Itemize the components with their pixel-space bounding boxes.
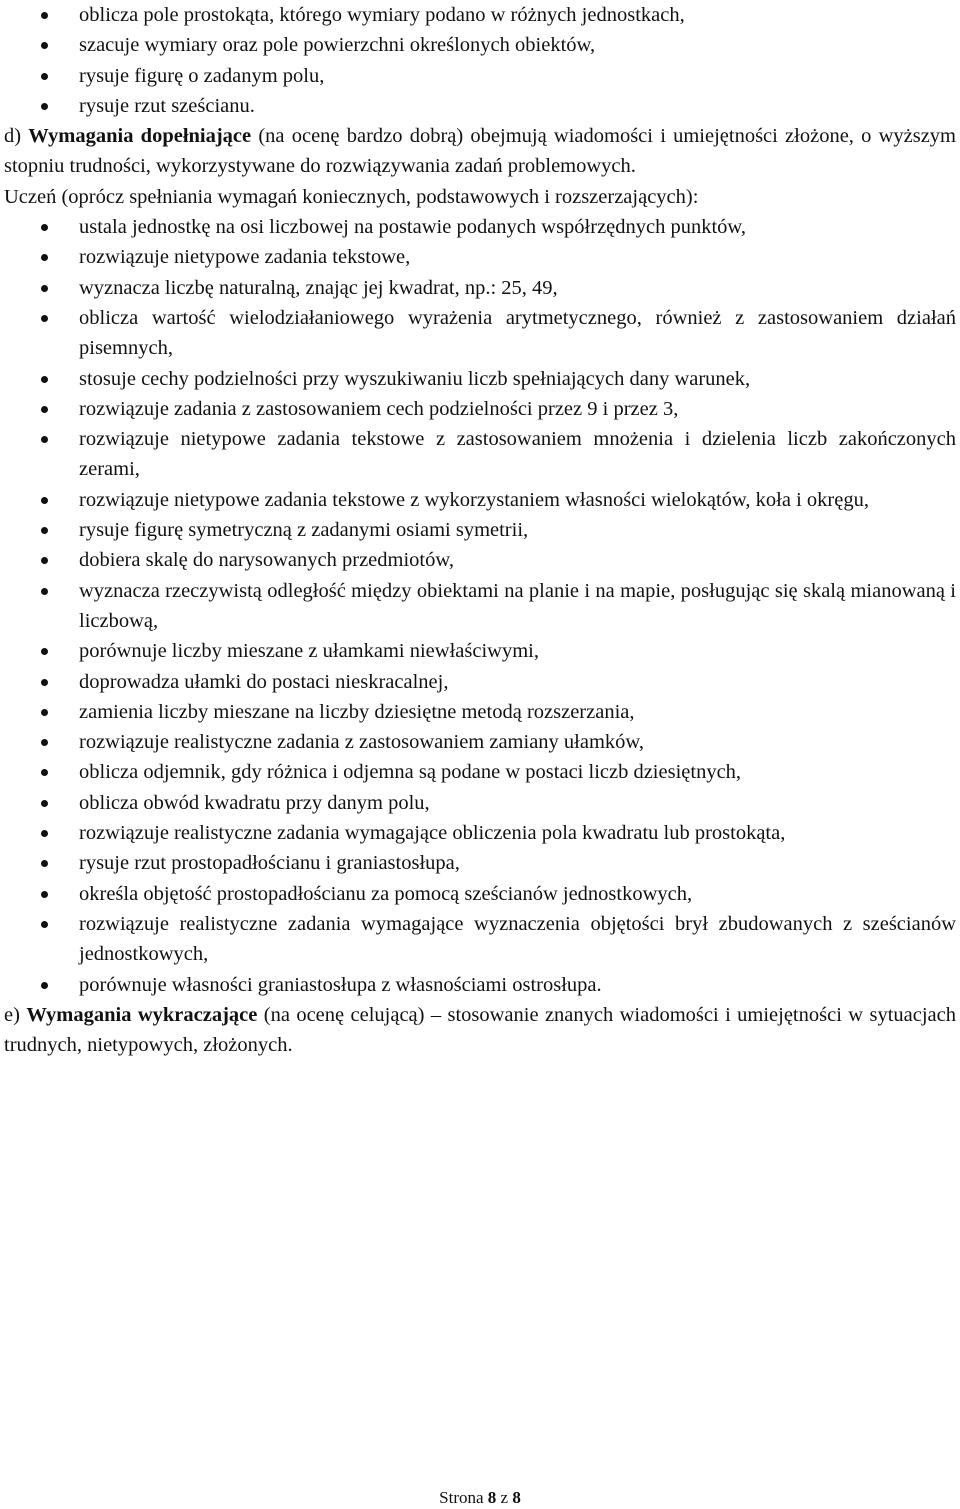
list-item: porównuje liczby mieszane z ułamkami niewłaściwymi,: [4, 636, 956, 666]
bullet-icon: [41, 982, 48, 989]
bullet-icon: [41, 285, 48, 292]
bullet-icon: [41, 315, 48, 322]
page-footer: Strona 8 z 8: [439, 1488, 521, 1507]
list-item: rozwiązuje realistyczne zadania z zastosowaniem zamiany ułamków,: [4, 727, 956, 757]
bullet-icon: [41, 648, 48, 655]
section-d-heading: d) Wymagania dopełniające (na ocenę bardzo dobrą) obejmują wiadomości i umiejętności złożone, o wyższym stopniu trudności, wykorzystywane do rozwiązywania zadań problemowych.: [4, 125, 957, 178]
list-item: rozwiązuje nietypowe zadania tekstowe z wykorzystaniem własności wielokątów, koła i okręgu,: [4, 485, 956, 515]
bullet-icon: [41, 376, 48, 383]
list-item: doprowadza ułamki do postaci nieskracalnej,: [4, 667, 956, 697]
section-d-intro: Uczeń (oprócz spełniania wymagań koniecznych, podstawowych i rozszerzających):: [4, 185, 699, 208]
list-item: rozwiązuje nietypowe zadania tekstowe z zastosowaniem mnożenia i dzielenia liczb zakończonych zerami,: [4, 424, 956, 485]
document-page: [4, 0, 956, 1060]
bullet-icon: [41, 557, 48, 564]
bullet-icon: [41, 497, 48, 504]
list-item: rozwiązuje realistyczne zadania wymagające wyznaczenia objętości brył zbudowanych z sześcianów jednostkowych,: [4, 909, 956, 970]
list-item: rozwiązuje nietypowe zadania tekstowe,: [4, 242, 956, 272]
list-item: stosuje cechy podzielności przy wyszukiwaniu liczb spełniających dany warunek,: [4, 364, 956, 394]
bullet-icon: [41, 800, 48, 807]
list-item: oblicza pole prostokąta, którego wymiary podano w różnych jednostkach,: [4, 0, 956, 30]
bullet-icon: [41, 254, 48, 261]
list-item: oblicza odjemnik, gdy różnica i odjemna są podane w postaci liczb dziesiętnych,: [4, 757, 956, 787]
list-item: rozwiązuje zadania z zastosowaniem cech podzielności przez 9 i przez 3,: [4, 394, 956, 424]
top-bullet-list: [4, 0, 956, 121]
section-e-title: Wymagania wykraczające: [26, 1003, 258, 1026]
bullet-icon: [41, 769, 48, 776]
list-item: zamienia liczby mieszane na liczby dziesiętne metodą rozszerzania,: [4, 697, 956, 727]
bullet-icon: [41, 830, 48, 837]
list-item: rysuje figurę symetryczną z zadanymi osiami symetrii,: [4, 515, 956, 545]
list-item: porównuje własności graniastosłupa z własnościami ostrosłupa.: [4, 970, 956, 1000]
bullet-icon: [41, 406, 48, 413]
page-number: 8: [487, 1488, 497, 1507]
bullet-icon: [41, 42, 48, 49]
list-item: rysuje rzut prostopadłościanu i graniastosłupa,: [4, 848, 956, 878]
list-item: wyznacza liczbę naturalną, znając jej kwadrat, np.: 25, 49,: [4, 273, 956, 303]
bullet-icon: [41, 860, 48, 867]
bullet-icon: [41, 224, 48, 231]
list-item: rysuje figurę o zadanym polu,: [4, 61, 956, 91]
list-item: określa objętość prostopadłościanu za pomocą sześcianów jednostkowych,: [4, 879, 956, 909]
list-item: ustala jednostkę na osi liczbowej na postawie podanych współrzędnych punktów,: [4, 212, 956, 242]
bullet-icon: [41, 739, 48, 746]
bullet-icon: [41, 921, 48, 928]
bullet-icon: [41, 709, 48, 716]
section-d-title: Wymagania dopełniające: [28, 125, 252, 148]
bullet-icon: [41, 103, 48, 110]
bullet-icon: [41, 73, 48, 80]
section-d-list: [4, 212, 956, 1000]
bullet-icon: [41, 679, 48, 686]
list-item: rozwiązuje realistyczne zadania wymagające obliczenia pola kwadratu lub prostokąta,: [4, 818, 956, 848]
section-e-paragraph: e) Wymagania wykraczające (na ocenę celującą) – stosowanie znanych wiadomości i umiejętności w sytuacjach trudnych, nietypowych, złożonych.: [4, 1003, 956, 1057]
bullet-icon: [41, 527, 48, 534]
bullet-icon: [41, 12, 48, 19]
list-item: dobiera skalę do narysowanych przedmiotów,: [4, 545, 956, 575]
list-item: szacuje wymiary oraz pole powierzchni określonych obiektów,: [4, 30, 956, 60]
list-item: rysuje rzut sześcianu.: [4, 91, 956, 121]
bullet-icon: [41, 588, 48, 595]
page-total: 8: [512, 1488, 521, 1507]
bullet-icon: [41, 891, 48, 898]
list-item: oblicza wartość wielodziałaniowego wyrażenia arytmetycznego, również z zastosowaniem działań pisemnych,: [4, 303, 956, 364]
list-item: wyznacza rzeczywistą odległość między obiektami na planie i na mapie, posługując się skalą mianowaną i liczbową,: [4, 576, 956, 637]
list-item: oblicza obwód kwadratu przy danym polu,: [4, 788, 956, 818]
bullet-icon: [41, 436, 48, 443]
